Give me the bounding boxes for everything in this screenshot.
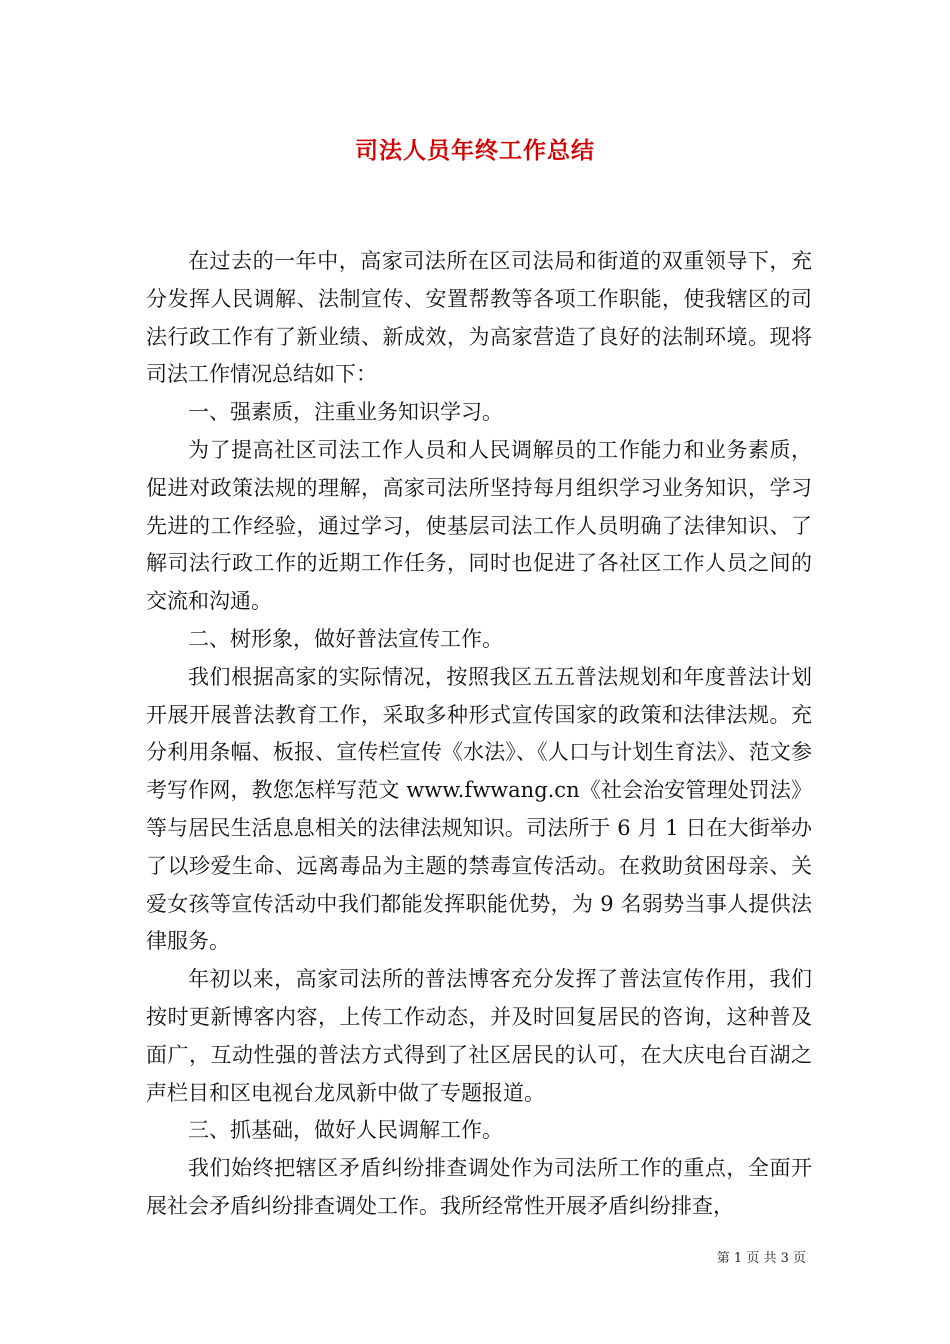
document-body bbox=[146, 243, 812, 1226]
section-heading-1: 一、强素质，注重业务知识学习。 bbox=[188, 400, 503, 425]
section-heading-2: 二、树形象，做好普法宣传工作。 bbox=[188, 626, 503, 651]
paragraph-section-3: 我们始终把辖区矛盾纠纷排查调处作为司法所工作的重点，全面开展社会矛盾纠纷排查调处工作。我所经常性开展矛盾纠纷排查， bbox=[146, 1156, 812, 1218]
page-indicator: 第 1 页 共 3 页 bbox=[716, 1251, 806, 1266]
paragraph-intro: 在过去的一年中，高家司法所在区司法局和街道的双重领导下，充分发挥人民调解、法制宣传、安置帮教等各项工作职能，使我辖区的司法行政工作有了新业绩、新成效，为高家营造了良好的法制环境。现将司法工作情况总结如下： bbox=[146, 249, 812, 387]
paragraph-section-1: 为了提高社区司法工作人员和人民调解员的工作能力和业务素质，促进对政策法规的理解，高家司法所坚持每月组织学习业务知识，学习先进的工作经验，通过学习，使基层司法工作人员明确了法律知识、了解司法行政工作的近期工作任务，同时也促进了各社区工作人员之间的交流和沟通。 bbox=[146, 437, 812, 614]
paragraph-section-2-blog: 年初以来，高家司法所的普法博客充分发挥了普法宣传作用，我们按时更新博客内容，上传工作动态，并及时回复居民的咨询，这种普及面广，互动性强的普法方式得到了社区居民的认可，在大庆电台百湖之声栏目和区电视台龙凤新中做了专题报道。 bbox=[146, 967, 812, 1105]
section-heading-3: 三、抓基础，做好人民调解工作。 bbox=[188, 1118, 503, 1143]
paragraph-section-2: 我们根据高家的实际情况，按照我区五五普法规划和年度普法计划开展开展普法教育工作，采取多种形式宣传国家的政策和法律法规。充分利用条幅、板报、宣传栏宣传《水法》、《人口与计划生育法》、范文参考写作网，教您怎样写范文 www.fwwang.cn《社会治安管理处罚法》等与居民生活息息相关的法律法规知识。司法所于 6 月 1 日在大街举办了以珍爱生命、远离毒品为主题的禁毒宣传活动。在救助贫困母亲、关爱女孩等宣传活动中我们都能发挥职能优势，为 9 名弱势当事人提供法律服务。 bbox=[146, 664, 812, 954]
document-title: 司法人员年终工作总结 bbox=[355, 137, 595, 164]
